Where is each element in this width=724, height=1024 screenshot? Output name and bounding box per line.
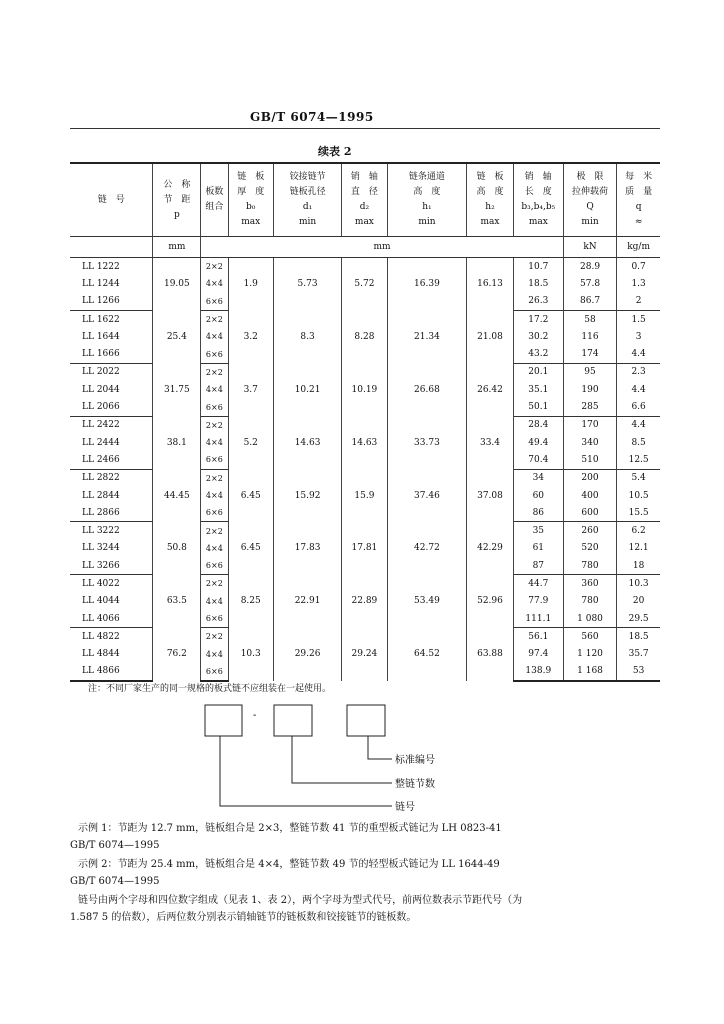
combo-cell: 6×6 <box>201 504 228 522</box>
d2-cell: 8.28 <box>342 310 387 363</box>
chain-number-cell: LL 2066 <box>70 398 153 416</box>
chain-number-cell: LL 3266 <box>70 557 153 575</box>
chain-number-cell: LL 2844 <box>70 487 153 504</box>
d1-cell: 17.83 <box>273 522 341 575</box>
load-cell: 57.8 <box>563 275 616 292</box>
mass-cell: 8.5 <box>631 437 646 448</box>
col-header-b3: 销 轴 长 度 b₃,b₄,b₅ max <box>513 163 563 237</box>
d1-cell: 10.21 <box>273 363 341 416</box>
load-cell: 260 <box>563 522 616 540</box>
chain-number-box <box>205 705 242 736</box>
col-header-d1: 铰接链节 链板孔径 d₁ min <box>273 163 341 237</box>
chain-number-cell: LL 2466 <box>70 451 153 469</box>
pin-length-cell: 50.1 <box>513 398 563 416</box>
load-cell: 174 <box>563 345 616 363</box>
pin-length-cell: 97.4 <box>513 646 563 663</box>
chain-number-cell: LL 1222 <box>70 258 153 276</box>
example-2-line-2: GB/T 6074—1995 <box>70 876 160 887</box>
load-cell: 116 <box>563 328 616 345</box>
h2-cell: 42.29 <box>467 522 514 575</box>
pin-length-cell: 56.1 <box>513 628 563 646</box>
pin-length-cell: 60 <box>513 487 563 504</box>
chain-number-cell: LL 4044 <box>70 593 153 610</box>
load-cell: 28.9 <box>563 258 616 276</box>
pin-length-cell: 61 <box>513 540 563 557</box>
chain-number-cell: LL 4866 <box>70 663 153 681</box>
pin-length-cell: 20.1 <box>513 363 563 381</box>
h2-cell: 52.96 <box>467 575 514 628</box>
combo-cell: 6×6 <box>201 293 228 311</box>
combo-cell: 6×6 <box>201 610 228 628</box>
chain-number-cell: LL 2044 <box>70 381 153 398</box>
table-caption: 续表 2 <box>318 145 352 158</box>
label-standard-number: 标准编号 <box>395 755 435 766</box>
standard-number-box <box>347 705 385 736</box>
combo-cell: 4×4 <box>201 328 228 345</box>
load-cell: 520 <box>563 540 616 557</box>
combo-cell: 4×4 <box>201 487 228 504</box>
load-cell: 285 <box>563 398 616 416</box>
load-cell: 600 <box>563 504 616 522</box>
chain-number-cell: LL 1666 <box>70 345 153 363</box>
mass-cell: 6.2 <box>631 526 646 537</box>
h1-cell: 33.73 <box>387 416 467 469</box>
load-cell: 86.7 <box>563 293 616 311</box>
pin-length-cell: 70.4 <box>513 451 563 469</box>
col-header-pitch: 公 称 节 距 p <box>153 163 201 237</box>
mass-cell: 15.5 <box>617 504 660 522</box>
b0-cell: 6.45 <box>228 522 273 575</box>
pin-length-cell: 49.4 <box>513 434 563 451</box>
b0-cell: 1.9 <box>228 258 273 311</box>
d1-cell: 14.63 <box>273 416 341 469</box>
combo-cell: 4×4 <box>201 593 228 610</box>
combo-cell: 6×6 <box>201 557 228 575</box>
chain-number-cell: LL 4022 <box>70 575 153 593</box>
combo-cell: 4×4 <box>201 646 228 663</box>
d2-cell: 17.81 <box>342 522 387 575</box>
d1-cell: 5.73 <box>273 258 341 311</box>
pitch-cell: 50.8 <box>153 522 201 575</box>
d1-cell: 8.3 <box>273 310 341 363</box>
mass-cell: 20 <box>632 596 645 607</box>
b0-cell: 8.25 <box>228 575 273 628</box>
designation-dash: - <box>253 710 257 721</box>
load-cell: 340 <box>563 434 616 451</box>
col-header-d2: 销 轴 直 径 d₂ max <box>342 163 387 237</box>
d2-cell: 15.9 <box>342 469 387 522</box>
load-cell: 95 <box>563 363 616 381</box>
pin-length-cell: 30.2 <box>513 328 563 345</box>
d2-cell: 29.24 <box>342 628 387 681</box>
pin-length-cell: 18.5 <box>513 275 563 292</box>
unit-cell-mass: kg/m <box>617 237 660 258</box>
table-note: 注：不同厂家生产的同一规格的板式链不应组装在一起使用。 <box>88 684 332 694</box>
mass-cell: 2.3 <box>631 367 646 378</box>
d2-cell: 5.72 <box>342 258 387 311</box>
mass-cell: 18 <box>617 557 660 575</box>
leader-standard <box>368 736 392 759</box>
col-header-combo: 板数 组合 <box>201 163 228 237</box>
combo-cell: 4×4 <box>201 381 228 398</box>
combo-cell: 2×2 <box>201 363 228 381</box>
load-cell: 400 <box>563 487 616 504</box>
chain-number-cell: LL 4844 <box>70 646 153 663</box>
load-cell: 560 <box>563 628 616 646</box>
d2-cell: 10.19 <box>342 363 387 416</box>
d1-cell: 15.92 <box>273 469 341 522</box>
h2-cell: 33.4 <box>467 416 514 469</box>
unit-cell-mm: mm <box>201 237 564 258</box>
h1-cell: 37.46 <box>387 469 467 522</box>
mass-cell: 2 <box>617 293 660 311</box>
combo-cell: 2×2 <box>201 575 228 593</box>
mass-cell: 18.5 <box>628 631 649 642</box>
description-line-2: 1.587 5 的倍数），后两位数分别表示销轴链节的链板数和铰接链节的链板数。 <box>70 912 417 923</box>
col-header-chain-no: 链 号 <box>70 163 153 237</box>
combo-cell: 2×2 <box>201 258 228 276</box>
h2-cell: 16.13 <box>467 258 514 311</box>
chain-number-cell: LL 1244 <box>70 275 153 292</box>
load-cell: 200 <box>563 469 616 487</box>
chain-number-cell: LL 3222 <box>70 522 153 540</box>
load-cell: 510 <box>563 451 616 469</box>
combo-cell: 4×4 <box>201 275 228 292</box>
pin-length-cell: 138.9 <box>513 663 563 681</box>
chain-number-cell: LL 1644 <box>70 328 153 345</box>
combo-cell: 6×6 <box>201 398 228 416</box>
example-2-line-1: 示例 2：节距为 25.4 mm，链板组合是 4×4，整链节数 49 节的轻型板式链记为 LL 1644-49 <box>78 859 500 870</box>
load-cell: 58 <box>563 310 616 328</box>
mass-cell: 4.4 <box>631 384 646 395</box>
h1-cell: 16.39 <box>387 258 467 311</box>
load-cell: 1 080 <box>563 610 616 628</box>
load-cell: 1 168 <box>563 663 616 681</box>
mass-cell: 6.6 <box>617 398 660 416</box>
mass-cell: 10.5 <box>628 490 649 501</box>
combo-cell: 2×2 <box>201 522 228 540</box>
d2-cell: 22.89 <box>342 575 387 628</box>
mass-cell: 10.3 <box>628 578 649 589</box>
leader-chain-no <box>220 736 392 806</box>
h2-cell: 21.08 <box>467 310 514 363</box>
chain-number-cell: LL 2022 <box>70 363 153 381</box>
mass-cell: 4.4 <box>631 420 646 431</box>
mass-cell: 4.4 <box>617 345 660 363</box>
chain-number-cell: LL 1266 <box>70 293 153 311</box>
description-line-1: 链号由两个字母和四位数字组成（见表 1、表 2），两个字母为型式代号，前两位数表示节距代号（为 <box>78 895 523 906</box>
label-chain-number: 链号 <box>395 802 415 813</box>
chain-number-cell: LL 4822 <box>70 628 153 646</box>
mass-cell: 12.5 <box>617 451 660 469</box>
pitch-cell: 76.2 <box>153 628 201 681</box>
pitch-cell: 38.1 <box>153 416 201 469</box>
h1-cell: 42.72 <box>387 522 467 575</box>
mass-cell: 1.3 <box>631 278 646 289</box>
combo-cell: 6×6 <box>201 663 228 681</box>
pin-length-cell: 28.4 <box>513 416 563 434</box>
col-header-h2: 链 板 高 度 h₂ max <box>467 163 514 237</box>
pitch-cell: 44.45 <box>153 469 201 522</box>
chain-number-cell: LL 2822 <box>70 469 153 487</box>
example-1-line-2: GB/T 6074—1995 <box>70 840 160 851</box>
example-1-line-1: 示例 1：节距为 12.7 mm，链板组合是 2×3，整链节数 41 节的重型板式链记为 LH 0823-41 <box>78 823 502 834</box>
pin-length-cell: 34 <box>513 469 563 487</box>
pin-length-cell: 77.9 <box>513 593 563 610</box>
b0-cell: 6.45 <box>228 469 273 522</box>
pin-length-cell: 10.7 <box>513 258 563 276</box>
pin-length-cell: 86 <box>513 504 563 522</box>
link-count-box <box>274 705 312 736</box>
mass-cell: 3 <box>635 331 642 342</box>
pin-length-cell: 111.1 <box>513 610 563 628</box>
h2-cell: 63.88 <box>467 628 514 681</box>
mass-cell: 0.7 <box>631 261 646 272</box>
pin-length-cell: 17.2 <box>513 310 563 328</box>
b0-cell: 10.3 <box>228 628 273 681</box>
pitch-cell: 63.5 <box>153 575 201 628</box>
combo-cell: 6×6 <box>201 345 228 363</box>
pin-length-cell: 35 <box>513 522 563 540</box>
b0-cell: 3.7 <box>228 363 273 416</box>
d2-cell: 14.63 <box>342 416 387 469</box>
col-header-h1: 链条通道 高 度 h₁ min <box>387 163 467 237</box>
d1-cell: 29.26 <box>273 628 341 681</box>
chain-number-cell: LL 3244 <box>70 540 153 557</box>
load-cell: 780 <box>563 557 616 575</box>
h2-cell: 37.08 <box>467 469 514 522</box>
pin-length-cell: 87 <box>513 557 563 575</box>
col-header-b0: 链 板 厚 度 b₀ max <box>228 163 273 237</box>
b0-cell: 5.2 <box>228 416 273 469</box>
chain-number-cell: LL 4066 <box>70 610 153 628</box>
combo-cell: 4×4 <box>201 540 228 557</box>
unit-cell-pitch: mm <box>153 237 201 258</box>
load-cell: 170 <box>563 416 616 434</box>
chain-number-cell: LL 2444 <box>70 434 153 451</box>
mass-cell: 12.1 <box>628 543 649 554</box>
h1-cell: 26.68 <box>387 363 467 416</box>
mass-cell: 1.5 <box>631 314 646 325</box>
chain-number-cell: LL 2422 <box>70 416 153 434</box>
chain-number-cell: LL 2866 <box>70 504 153 522</box>
pin-length-cell: 43.2 <box>513 345 563 363</box>
h1-cell: 64.52 <box>387 628 467 681</box>
h1-cell: 21.34 <box>387 310 467 363</box>
col-header-load: 极 限 拉伸载荷 Q min <box>563 163 616 237</box>
load-cell: 780 <box>563 593 616 610</box>
mass-cell: 5.4 <box>631 473 646 484</box>
combo-cell: 2×2 <box>201 469 228 487</box>
label-link-count: 整链节数 <box>395 779 435 790</box>
pin-length-cell: 26.3 <box>513 293 563 311</box>
col-header-mass: 每 米 质 量 q ≈ <box>617 163 660 237</box>
unit-cell-load: kN <box>563 237 616 258</box>
h1-cell: 53.49 <box>387 575 467 628</box>
b0-cell: 3.2 <box>228 310 273 363</box>
load-cell: 1 120 <box>563 646 616 663</box>
chain-number-cell: LL 1622 <box>70 310 153 328</box>
pin-length-cell: 35.1 <box>513 381 563 398</box>
pitch-cell: 19.05 <box>153 258 201 311</box>
h2-cell: 26.42 <box>467 363 514 416</box>
document-header: GB/T 6074—1995 <box>250 110 374 124</box>
combo-cell: 2×2 <box>201 416 228 434</box>
combo-cell: 4×4 <box>201 434 228 451</box>
pitch-cell: 31.75 <box>153 363 201 416</box>
mass-cell: 29.5 <box>617 610 660 628</box>
load-cell: 360 <box>563 575 616 593</box>
mass-cell: 53 <box>617 663 660 681</box>
d1-cell: 22.91 <box>273 575 341 628</box>
combo-cell: 2×2 <box>201 628 228 646</box>
combo-cell: 2×2 <box>201 310 228 328</box>
combo-cell: 6×6 <box>201 451 228 469</box>
pitch-cell: 25.4 <box>153 310 201 363</box>
mass-cell: 35.7 <box>628 649 649 660</box>
pin-length-cell: 44.7 <box>513 575 563 593</box>
load-cell: 190 <box>563 381 616 398</box>
